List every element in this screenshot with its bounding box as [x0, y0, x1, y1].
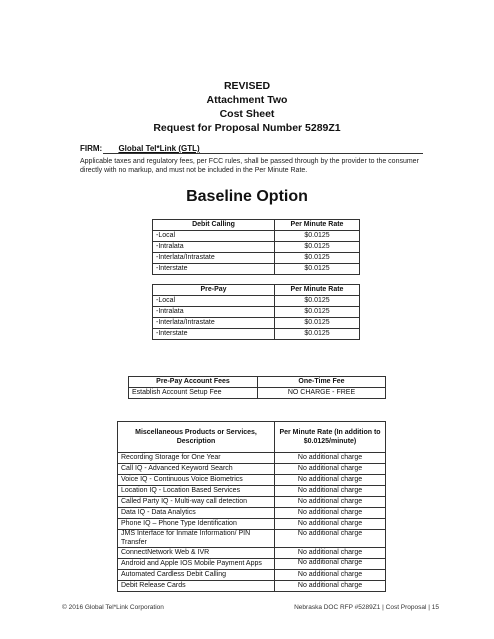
row-rate: No additional charge [275, 453, 386, 464]
header-revised: REVISED [223, 80, 271, 92]
row-name: -Interstate [153, 329, 275, 340]
row-name: Recording Storage for One Year [118, 453, 275, 464]
row-rate: No additional charge [275, 486, 386, 497]
table-row [118, 475, 386, 486]
row-name: ConnectNetwork Web & IVR [118, 548, 275, 559]
firm-label: FIRM: [80, 144, 103, 153]
row-rate: $0.0125 [275, 253, 360, 264]
prepay-header-name: Pre-Pay [153, 285, 275, 296]
row-rate: $0.0125 [275, 296, 360, 307]
row-rate: No additional charge [275, 559, 386, 570]
row-name: Data IQ - Data Analytics [118, 508, 275, 519]
row-name: Call IQ - Advanced Keyword Search [118, 464, 275, 475]
table-row [153, 264, 360, 275]
row-name: -Interlata/Intrastate [153, 318, 275, 329]
misc-header-rate: Per Minute Rate (In addition to $0.0125/minute) [275, 422, 386, 453]
row-rate: $0.0125 [275, 307, 360, 318]
prepay-table [152, 284, 360, 340]
table-row [153, 231, 360, 242]
row-name: Establish Account Setup Fee [129, 388, 258, 399]
row-rate: $0.0125 [275, 318, 360, 329]
table-row [153, 318, 360, 329]
firm-value: Global Tel*Link (GTL) [118, 144, 200, 153]
row-rate: No additional charge [275, 530, 386, 548]
row-rate: No additional charge [275, 548, 386, 559]
table-header-row [153, 285, 360, 296]
row-name: -Intralata [153, 307, 275, 318]
debit-header-name: Debit Calling [153, 220, 275, 231]
row-name: Debit Release Cards [118, 581, 275, 592]
table-row [118, 530, 386, 548]
debit-calling-table [152, 219, 360, 275]
section-title: Baseline Option [186, 188, 308, 205]
firm-row [80, 144, 200, 153]
table-row [153, 296, 360, 307]
row-name: -Local [153, 296, 275, 307]
row-name: Android and Apple IOS Mobile Payment Apps [118, 559, 275, 570]
table-row [118, 453, 386, 464]
row-name: Location IQ - Location Based Services [118, 486, 275, 497]
prepay-header-rate: Per Minute Rate [275, 285, 360, 296]
table-row [153, 242, 360, 253]
table-row [118, 464, 386, 475]
row-rate: $0.0125 [275, 264, 360, 275]
table-header-row [153, 220, 360, 231]
table-row [118, 519, 386, 530]
row-rate: No additional charge [275, 475, 386, 486]
row-rate: No additional charge [275, 570, 386, 581]
row-rate: $0.0125 [275, 329, 360, 340]
firm-underline [103, 153, 423, 154]
row-rate: No additional charge [275, 519, 386, 530]
row-rate: No additional charge [275, 581, 386, 592]
fees-header-name: Pre-Pay Account Fees [129, 377, 258, 388]
row-name: JMS Interface for Inmate Information/ PIN Transfer [118, 530, 275, 548]
misc-services-table [117, 421, 386, 592]
header-rfp-number: Request for Proposal Number 5289Z1 [153, 122, 341, 134]
row-name: -Interstate [153, 264, 275, 275]
prepay-fees-table [128, 376, 386, 399]
row-name: Phone IQ – Phone Type Identification [118, 519, 275, 530]
header-cost-sheet: Cost Sheet [219, 108, 275, 120]
row-name: Automated Cardless Debit Calling [118, 570, 275, 581]
table-row [153, 329, 360, 340]
table-row [153, 307, 360, 318]
table-row [118, 486, 386, 497]
row-rate: $0.0125 [275, 231, 360, 242]
row-rate: No additional charge [275, 464, 386, 475]
footer-page-info: Nebraska DOC RFP #5289Z1 | Cost Proposal | 15 [294, 604, 439, 611]
misc-header-name: Miscellaneous Products or Services, Description [118, 422, 275, 453]
table-row [153, 253, 360, 264]
header-attachment: Attachment Two [206, 94, 288, 106]
row-rate: No additional charge [275, 508, 386, 519]
row-name: -Local [153, 231, 275, 242]
table-row [118, 581, 386, 592]
footer-copyright: © 2016 Global Tel*Link Corporation [62, 604, 164, 611]
table-row [118, 497, 386, 508]
table-row [118, 548, 386, 559]
table-row [118, 559, 386, 570]
row-name: Called Party IQ - Multi-way call detection [118, 497, 275, 508]
table-row [118, 508, 386, 519]
fees-header-fee: One-Time Fee [258, 377, 386, 388]
row-name: -Intralata [153, 242, 275, 253]
row-name: Voice IQ - Continuous Voice Biometrics [118, 475, 275, 486]
row-name: -Interlata/Intrastate [153, 253, 275, 264]
debit-header-rate: Per Minute Rate [275, 220, 360, 231]
row-fee: NO CHARGE - FREE [258, 388, 386, 399]
table-row [129, 388, 386, 399]
table-header-row [129, 377, 386, 388]
row-rate: $0.0125 [275, 242, 360, 253]
tax-note: Applicable taxes and regulatory fees, per FCC rules, shall be passed through by the provider to the consumer directly with no markup, and must not be included in the Per Minute Rate. [80, 158, 419, 174]
row-rate: No additional charge [275, 497, 386, 508]
table-row [118, 570, 386, 581]
table-header-row [118, 422, 386, 453]
